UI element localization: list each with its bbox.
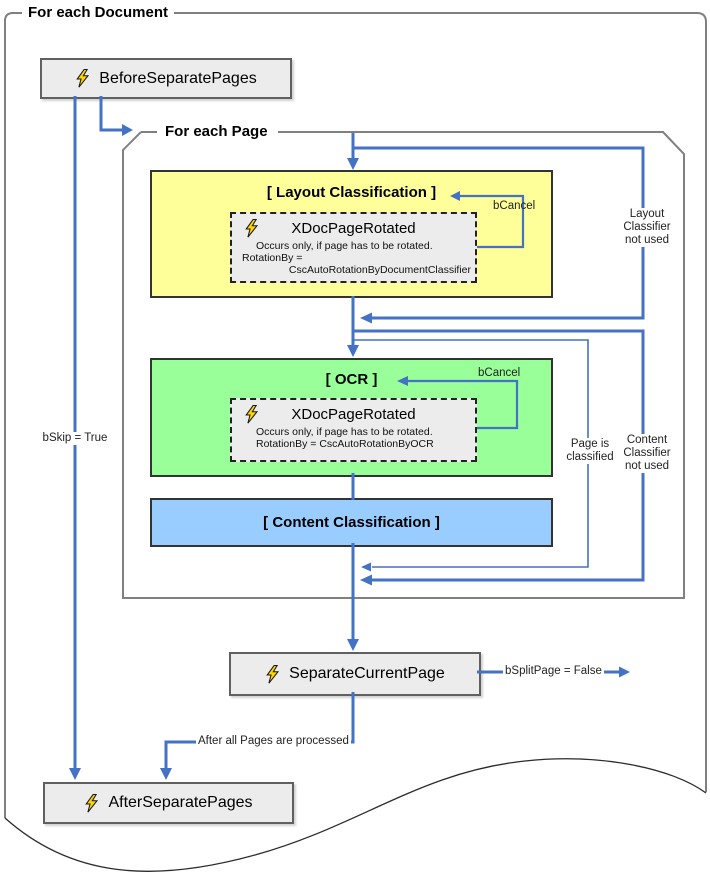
xdoc-layout-note-2: RotationBy = <box>242 252 303 264</box>
xdoc-ocr-note-2: RotationBy = CscAutoRotationByOCR <box>256 438 434 450</box>
bsplitpage-label: bSplitPage = False <box>505 665 602 677</box>
page-classified-label: Page is classified <box>559 438 621 464</box>
content-classification-title: [ Content Classification ] <box>263 514 440 531</box>
after-separate-pages-label: AfterSeparatePages <box>108 794 253 811</box>
xdocpagerotated-layout-box <box>230 212 477 283</box>
page-frame-title: For each Page <box>157 122 278 141</box>
lightning-icon <box>75 69 90 88</box>
xdoc-layout-note-3: CscAutoRotationByDocumentClassifier <box>288 264 471 276</box>
xdocpagerotated-name: XDocPageRotated <box>291 220 416 237</box>
content-not-used-label: Content Classifier not used <box>614 434 680 473</box>
separate-current-page-box <box>229 652 481 696</box>
separate-current-page-label: SeparateCurrentPage <box>289 665 445 682</box>
bskip-label: bSkip = True <box>38 432 112 445</box>
after-all-pages-label: After all Pages are processed <box>198 735 349 747</box>
xdoc-ocr-note-1: Occurs only, if page has to be rotated. <box>256 426 433 438</box>
layout-classification-title: [ Layout Classification ] <box>266 184 437 201</box>
lightning-icon <box>244 219 259 238</box>
lightning-icon <box>84 794 99 813</box>
before-separate-pages-box <box>40 58 292 99</box>
layout-not-used-label: Layout Classifier not used <box>614 208 680 247</box>
content-classification-box <box>150 498 553 547</box>
before-separate-pages-label: BeforeSeparatePages <box>99 69 257 87</box>
after-separate-pages-box <box>43 782 294 824</box>
xdocpagerotated-name: XDocPageRotated <box>291 406 416 423</box>
ocr-title: [ OCR ] <box>325 371 378 388</box>
bcancel-ocr-label: bCancel <box>478 367 521 379</box>
lightning-icon <box>265 665 280 684</box>
bcancel-layout-label: bCancel <box>493 200 536 212</box>
xdoc-layout-note-1: Occurs only, if page has to be rotated. <box>256 240 433 252</box>
document-frame-title: For each Document <box>22 3 174 22</box>
layout-classification-box <box>150 170 553 298</box>
xdocpagerotated-ocr-box <box>230 398 477 462</box>
lightning-icon <box>244 405 259 424</box>
